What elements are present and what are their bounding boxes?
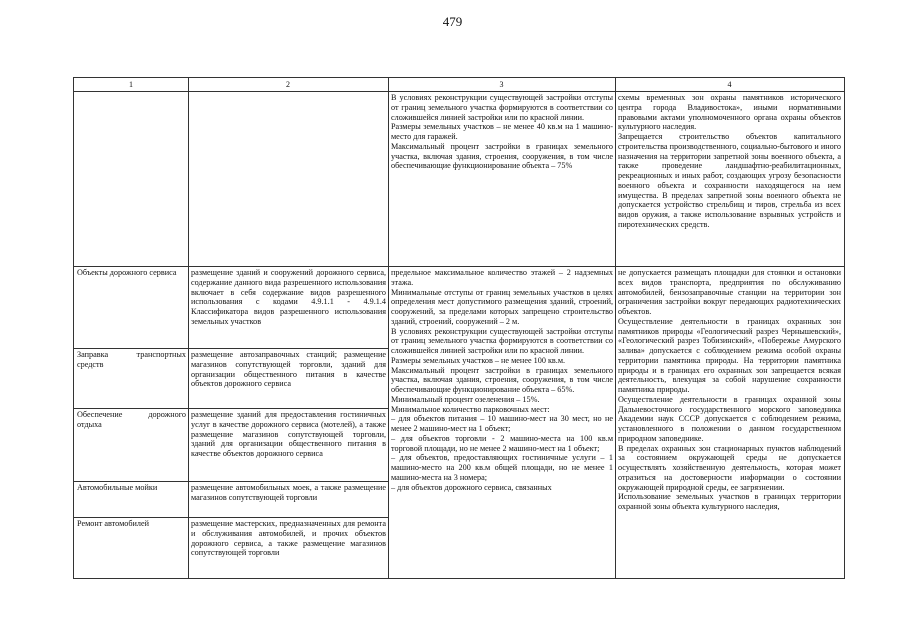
- row-divider: [74, 517, 388, 518]
- top-row-col4: [618, 93, 841, 265]
- paragraph: – для объектов дорожного сервиса, связанных: [391, 482, 552, 492]
- paragraph: – для объектов торговли - 2 машино-места на 100 кв.м торговой площади, но не менее 2 машино-мест на 1 объект;: [391, 433, 613, 453]
- row-description: размещение зданий и сооружений дорожного сервиса, содержание данного вида разрешенного использования включает в себя содержание видов разрешенного использования с кодами 4.9.1.1 - 4.9.1.4 Классификатора видов разрешенного использования земельных участков: [191, 268, 386, 326]
- paragraph: Минимальные отступы от границ земельных участков в целях определения мест допустимого размещения зданий, строений, сооружений, за пределами которых запрещено строительство зданий, строений, сооружений – 2 м.: [391, 287, 613, 326]
- header-col-3: 3: [499, 80, 504, 89]
- paragraph: предельное максимальное количество этажей – 2 надземных этажа.: [391, 268, 613, 287]
- top-row-col3: [391, 93, 613, 265]
- row-name: Автомобильные мойки: [77, 483, 158, 492]
- paragraph: В пределах охранных зон стационарных пунктов наблюдений за состоянием окружающей среды не допускается осуществлять хозяйственную деятельность, которая может отразиться на достоверности информации о состоянии окружающей природной среды, ее загрязнении.: [618, 443, 841, 492]
- paragraph: Размеры земельных участков – не менее 40 кв.м на 1 машино-место для гаражей.: [391, 122, 613, 141]
- paragraph: Размеры земельных участков – не менее 100 кв.м.: [391, 355, 566, 365]
- row-description: размещение автомобильных моек, а также размещение магазинов сопутствующей торговли: [191, 483, 386, 502]
- paragraph: Максимальный процент застройки в границах земельного участка, включая здания, строения, сооружения, в том числе обеспечивающие функционирование объекта – 65%.: [391, 365, 613, 394]
- paragraph: Запрещается строительство объектов капитального строительства производственного, социально-бытового и иного назначения на территории запретной зоны военного объекта, а также проведение ландшафтно-реабилитационных, рекреационных и иных работ, создающих угрозу безопасности военного объекта и сохранности находящегося на нем имущества. В пределах запретной зоны военного объекта не допускается устройство стрельбищ и тиров, стрельба из всех видов оружия, а также использование взрывных устройств и пиротехнических средств.: [618, 132, 841, 229]
- row-description: размещение зданий для предоставления гостиничных услуг в качестве дорожного сервиса (мотелей), а также размещение магазинов сопутствующей торговли, зданий для организации общественного питания в качестве объектов дорожного сервиса: [191, 410, 386, 458]
- row-description: размещение мастерских, предназначенных для ремонта и обслуживания автомобилей, и прочих объектов дорожного сервиса, а также размещение магазинов сопутствующей торговли: [191, 519, 386, 558]
- paragraph: – для объектов, предоставляющих гостиничные услуги – 1 машино-место на 200 кв.м общей площади, но не менее 1 машино-места на 3 номера;: [391, 453, 613, 482]
- row-name: Обеспечение дорожного отдыха: [77, 410, 186, 429]
- row-description: размещение автозаправочных станций; размещение магазинов сопутствующей торговли, зданий для организации общественного питания в качестве объектов дорожного сервиса: [191, 350, 386, 389]
- row-name: Заправка транспортных средств: [77, 350, 186, 369]
- paragraph: не допускается размещать площадки для стоянки и остановки всех видов транспорта, предприятия по обслуживанию автомобилей, бензозаправочные станции на территории зон ограничения застройки вокруг передающих радиотехнических объектов.: [618, 268, 841, 316]
- merged-col4-restrictions: [618, 268, 841, 579]
- column-divider: [188, 78, 189, 578]
- column-divider: [615, 78, 616, 578]
- header-divider: [74, 91, 844, 92]
- regulations-table: [73, 77, 845, 579]
- column-divider: [388, 78, 389, 578]
- header-col-1: 1: [129, 80, 133, 89]
- paragraph: схемы временных зон охраны памятников исторического центра города Владивостока», иными нормативными правовыми актами уполномоченного органа охраны объектов культурного наследия.: [618, 93, 841, 132]
- row-divider: [74, 348, 388, 349]
- paragraph: В условиях реконструкции существующей застройки отступы от границ земельного участка формируются в соответствии со сложившейся линией застройки или по красной линии.: [391, 93, 613, 122]
- paragraph: Минимальный процент озеленения – 15%.: [391, 394, 540, 404]
- row-name: Объекты дорожного сервиса: [77, 268, 177, 277]
- merged-col3-parameters: [391, 268, 613, 579]
- paragraph: Максимальный процент застройки в границах земельного участка, включая здания, строения, сооружения, в том числе обеспечивающие функционирование объекта – 75%: [391, 141, 613, 171]
- row-divider: [74, 266, 844, 267]
- row-divider: [74, 408, 388, 409]
- header-col-2: 2: [286, 80, 290, 89]
- page-number: 479: [442, 14, 463, 29]
- row-name: Ремонт автомобилей: [77, 519, 149, 528]
- paragraph: В условиях реконструкции существующей застройки отступы от границ земельного участка формируются в соответствии со сложившейся линией застройки или по красной линии.: [391, 326, 613, 355]
- paragraph: Осуществление деятельности в границах охранной зоны Дальневосточного государственного морского заповедника Академии наук СССР допускается с соблюдением режима, установленного в положении о данном государственном природном заповеднике.: [618, 394, 841, 443]
- row-divider: [74, 481, 388, 482]
- paragraph: Осуществление деятельности в границах охранных зон памятников природы «Геологический разрез Чернышевский», «Геологический разрез Тобизинский», «Побережье Амурского залива» допускается с соблюдением режима особой охраны территории памятника природы. На территории памятника природы и в границах его охранных зон запрещается всякая деятельность, влекущая за собой нарушение сохранности памятника природы.: [618, 316, 841, 394]
- header-col-4: 4: [727, 80, 732, 89]
- paragraph: – для объектов питания – 10 машино-мест на 30 мест, но не менее 2 машино-мест на 1 объект;: [391, 414, 613, 433]
- paragraph: Минимальное количество парковочных мест:: [391, 404, 550, 414]
- paragraph: Использование земельных участков в границах территории охранной зоны объекта культурного наследия,: [618, 492, 841, 511]
